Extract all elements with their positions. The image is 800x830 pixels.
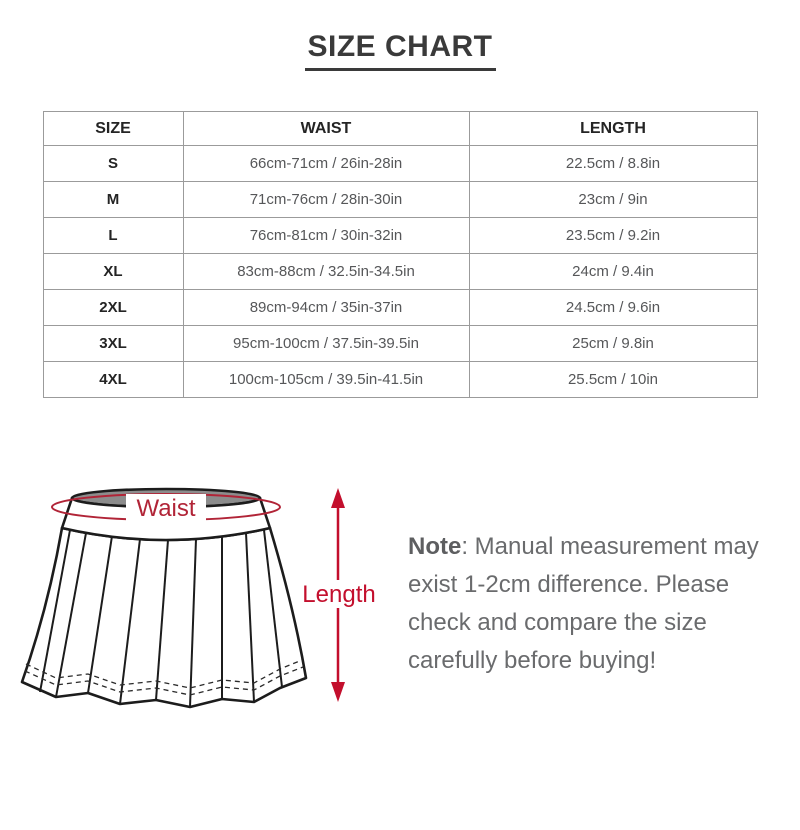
waist-label: Waist bbox=[136, 495, 196, 522]
waist-value: 100cm-105cm / 39.5in-41.5in bbox=[183, 362, 469, 398]
table-header-row bbox=[43, 112, 757, 146]
skirt-figure bbox=[0, 450, 400, 755]
table-row bbox=[43, 362, 757, 398]
length-value: 24.5cm / 9.6in bbox=[469, 290, 757, 326]
table-row bbox=[43, 290, 757, 326]
size-chart-table bbox=[43, 111, 758, 398]
note-text: : Manual measurement may exist 1-2cm difference. Please check and compare the size carefully before buying! bbox=[408, 533, 759, 674]
table-row bbox=[43, 254, 757, 290]
table-row bbox=[43, 182, 757, 218]
length-label: Length bbox=[302, 581, 376, 608]
waist-value: 89cm-94cm / 35in-37in bbox=[183, 290, 469, 326]
note-block bbox=[408, 528, 776, 680]
header-waist: WAIST bbox=[183, 112, 469, 146]
note-label: Note bbox=[408, 533, 462, 560]
length-value: 22.5cm / 8.8in bbox=[469, 146, 757, 182]
length-value: 25cm / 9.8in bbox=[469, 326, 757, 362]
page-title: SIZE CHART bbox=[305, 30, 496, 71]
size-value: M bbox=[43, 182, 183, 218]
waist-value: 83cm-88cm / 32.5in-34.5in bbox=[183, 254, 469, 290]
table-row bbox=[43, 218, 757, 254]
table-row bbox=[43, 326, 757, 362]
size-value: 3XL bbox=[43, 326, 183, 362]
size-value: 2XL bbox=[43, 290, 183, 326]
bottom-section bbox=[0, 450, 800, 755]
length-value: 23cm / 9in bbox=[469, 182, 757, 218]
waist-value: 76cm-81cm / 30in-32in bbox=[183, 218, 469, 254]
size-value: L bbox=[43, 218, 183, 254]
header-length: LENGTH bbox=[469, 112, 757, 146]
size-value: 4XL bbox=[43, 362, 183, 398]
table-row bbox=[43, 146, 757, 182]
title-wrap bbox=[0, 30, 800, 71]
length-value: 25.5cm / 10in bbox=[469, 362, 757, 398]
size-value: S bbox=[43, 146, 183, 182]
size-value: XL bbox=[43, 254, 183, 290]
header-size: SIZE bbox=[43, 112, 183, 146]
length-value: 23.5cm / 9.2in bbox=[469, 218, 757, 254]
waist-value: 71cm-76cm / 28in-30in bbox=[183, 182, 469, 218]
waist-value: 66cm-71cm / 26in-28in bbox=[183, 146, 469, 182]
waist-value: 95cm-100cm / 37.5in-39.5in bbox=[183, 326, 469, 362]
length-value: 24cm / 9.4in bbox=[469, 254, 757, 290]
pleated-skirt-illustration bbox=[8, 450, 388, 750]
